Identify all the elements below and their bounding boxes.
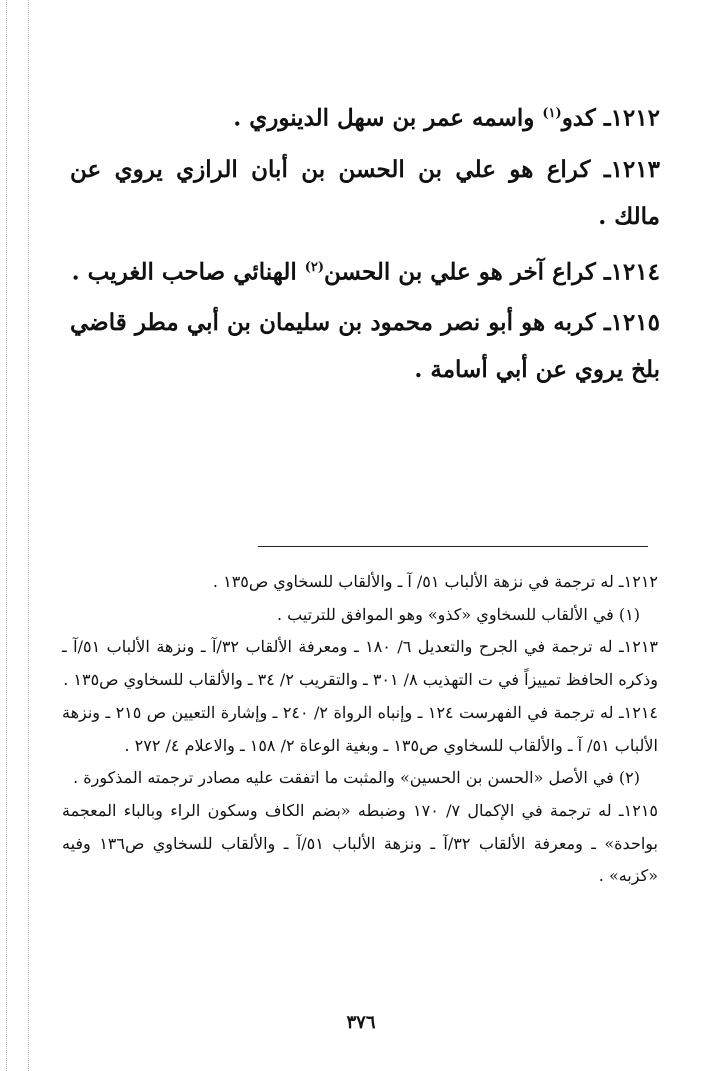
entry-text: كدو [561,104,604,132]
entry-text: واسمه عمر بن سهل الدينوري . [233,104,543,132]
scan-artifact-line [28,0,29,1071]
entry-text: كربه هو أبو نصر محمود بن سليمان بن أبي مطر قاضي بلخ يروي عن أبي أسامة . [70,309,660,384]
entry-1214 [70,244,660,296]
entry-text: الهنائي صاحب الغريب . [71,258,305,286]
entry-number: ١٢١٤ـ [603,258,660,286]
main-text [70,90,660,397]
footnote-ref[interactable]: (٢) [304,259,325,275]
footnote-entry-1213: ١٢١٣ـ له ترجمة في الجرح والتعديل ٦/ ١٨٠ ـ ومعرفة الألقاب ٣٢/آ ـ ونزهة الألباب ٥١/آ ـ وذكره الحافظ تمييزاً في ت التهذيب ٨/ ٣٠١ ـ والتقريب ٢/ ٣٤ ـ والألقاب للسخاوي ص١٣٥ . [62,637,659,690]
entry-1212 [70,90,660,142]
entry-number: ١٢١٣ـ [603,155,660,183]
entry-1213 [70,146,660,240]
footnote-1: (١) في الألقاب للسخاوي «كذو» وهو الموافق للترتيب . [276,604,640,624]
footnote-ref[interactable]: (١) [542,106,562,121]
footnotes [62,566,658,893]
page-number: ٣٧٦ [346,1012,376,1033]
entry-1215 [70,299,660,393]
entry-number: ١٢١٢ـ [603,104,660,132]
footnote-entry-1215: ١٢١٥ـ له ترجمة في الإكمال ٧/ ١٧٠ وضبطه «بضم الكاف وسكون الراء وبالباء المعجمة بواحدة» ـ ومعرفة الألقاب ٣٢/آ ـ ونزهة الألباب ٥١/آ ـ والألقاب للسخاوي ص١٣٦ وفيه «كزبه» . [62,800,659,886]
scan-artifact-line [6,0,7,1071]
entry-number: ١٢١٥ـ [603,309,660,337]
entry-text: كراع هو علي بن الحسن بن أبان الرازي يروي عن مالك . [70,155,660,230]
footnote-2: (٢) في الأصل «الحسن بن الحسين» والمثبت ما اتفقت عليه مصادر ترجمته المذكورة . [73,768,640,788]
footnote-entry-1214: ١٢١٤ـ له ترجمة في الفهرست ١٢٤ ـ وإنباه الرواة ٢/ ٢٤٠ ـ وإشارة التعيين ص ٢١٥ ـ ونزهة الألباب ٥١/ آ ـ والألقاب للسخاوي ص١٣٥ ـ وبغية الوعاة ٢/ ١٥٨ ـ والاعلام ٤/ ٢٧٢ . [62,702,659,755]
footnote-divider [258,546,648,547]
entry-text: كراع آخر هو علي بن الحسن [324,258,604,286]
footnote-entry-1212: ١٢١٢ـ له ترجمة في نزهة الألباب ٥١/ آ ـ والألقاب للسخاوي ص١٣٥ . [212,572,658,591]
